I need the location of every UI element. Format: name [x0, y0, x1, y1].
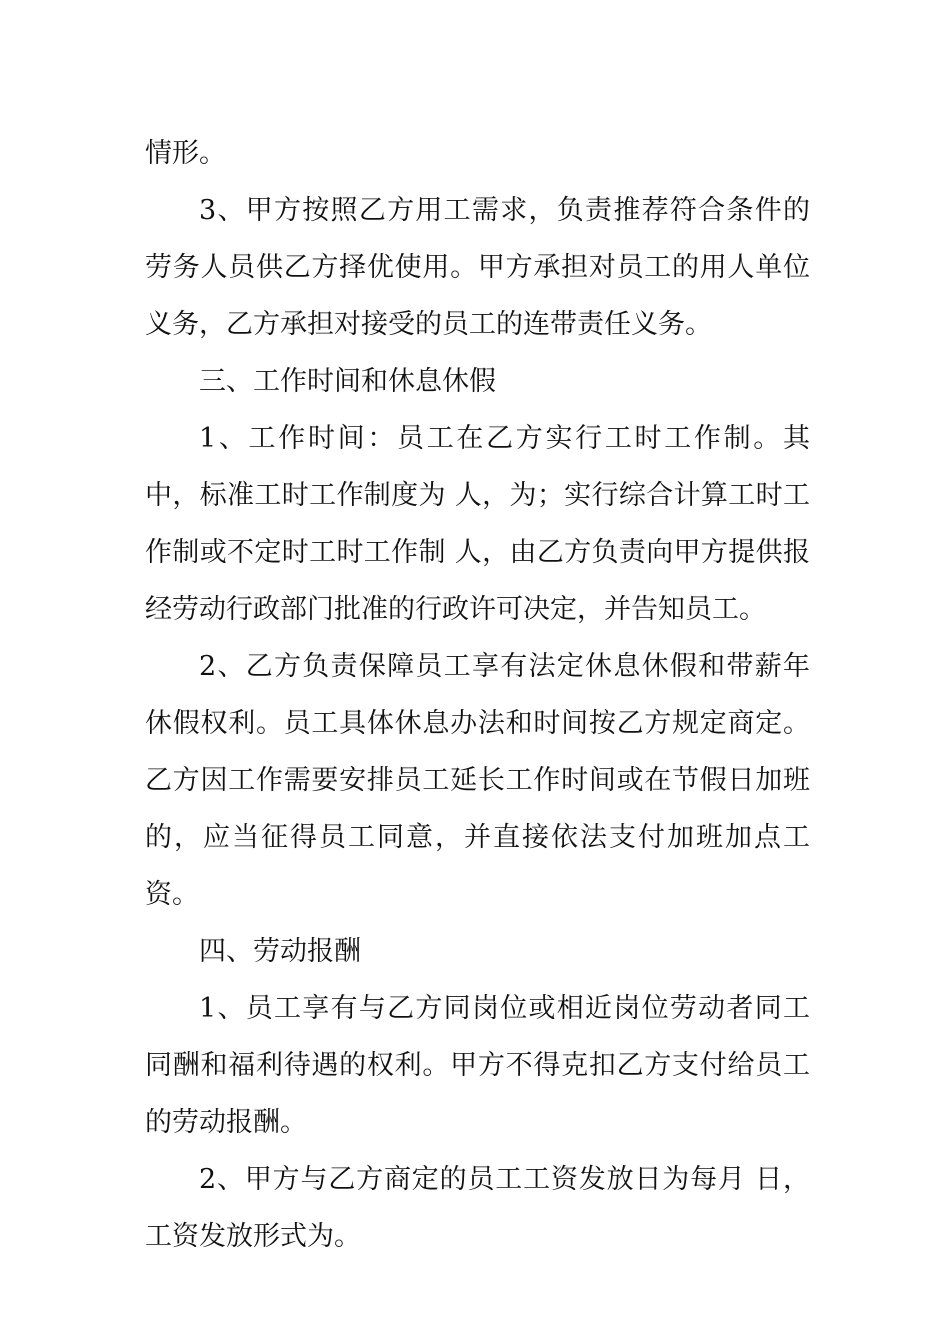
paragraph-remuneration-2: 2、甲方与乙方商定的员工工资发放日为每月 日，工资发放形式为。 — [145, 1164, 810, 1252]
paragraph-continuation: 情形。 — [145, 138, 226, 169]
document-body — [145, 125, 810, 1265]
section-heading-working-hours: 三、工作时间和休息休假 — [199, 366, 496, 397]
section-heading-remuneration: 四、劳动报酬 — [199, 936, 361, 967]
paragraph-working-hours-2: 2、乙方负责保障员工享有法定休息休假和带薪年休假权利。员工具体休息办法和时间按乙方规定商定。乙方因工作需要安排员工延长工作时间或在节假日加班的，应当征得员工同意，并直接依法支付加班加点工资。 — [145, 651, 810, 910]
paragraph-working-hours-1: 1、工作时间：员工在乙方实行工时工作制。其中，标准工时工作制度为 人，为；实行综合计算工时工作制或不定时工时工作制 人，由乙方负责向甲方提供报经劳动行政部门批准的行政许可决定，并告知员工。 — [145, 423, 810, 625]
paragraph-remuneration-1: 1、员工享有与乙方同岗位或相近岗位劳动者同工同酬和福利待遇的权利。甲方不得克扣乙方支付给员工的劳动报酬。 — [145, 993, 810, 1138]
paragraph-clause-3: 3、甲方按照乙方用工需求，负责推荐符合条件的劳务人员供乙方择优使用。甲方承担对员工的用人单位义务，乙方承担对接受的员工的连带责任义务。 — [145, 195, 810, 340]
